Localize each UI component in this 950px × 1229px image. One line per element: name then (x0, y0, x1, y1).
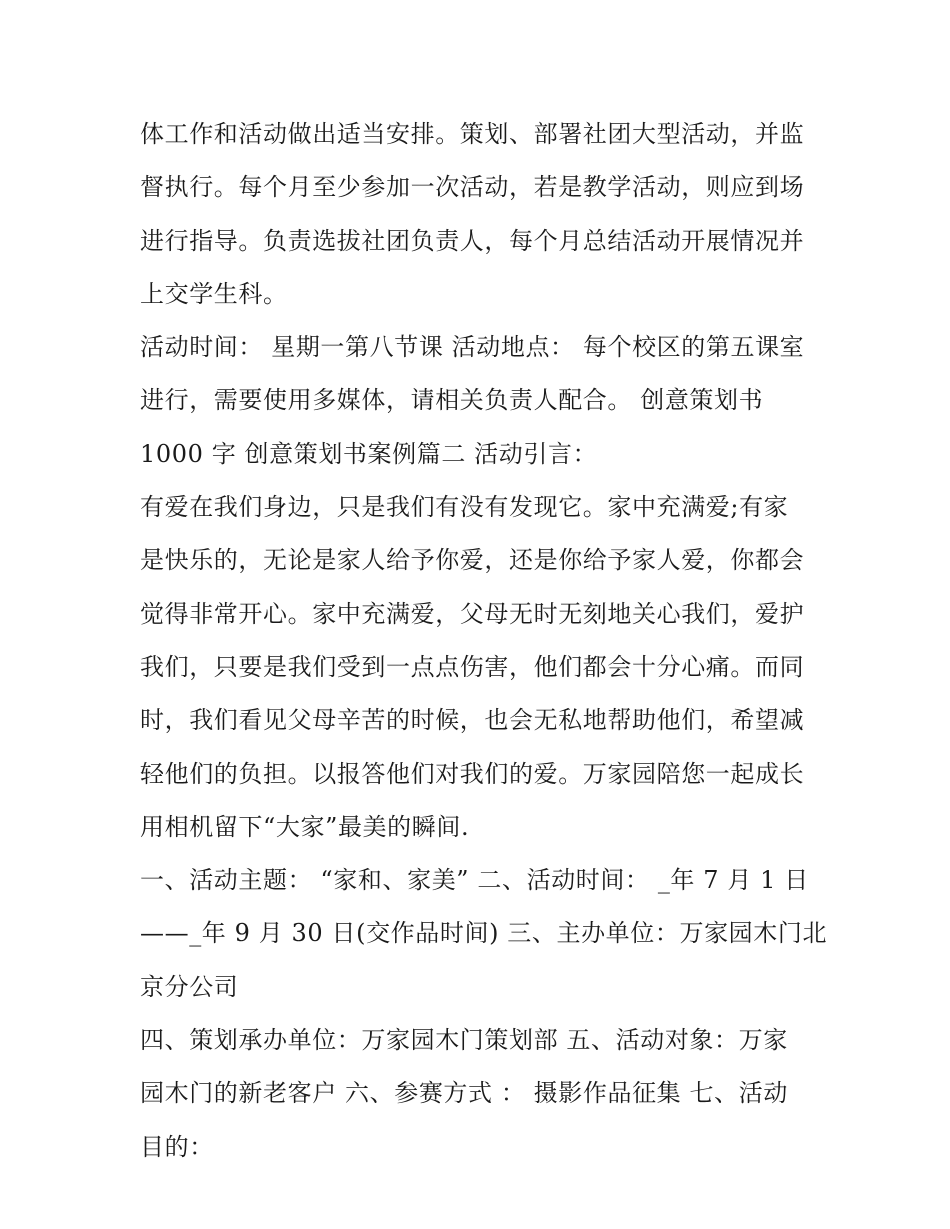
text-line: 一、活动主题： “家和、家美” 二、活动时间： _年 7 月 1 日 (140, 866, 809, 895)
text-line: 1000 字 创意策划书案例篇二 活动引言： (140, 439, 598, 468)
text-line: 时，我们看见父母辛苦的时候，也会无私地帮助他们，希望减 (140, 706, 805, 735)
text-line: 目的： (140, 1132, 214, 1161)
text-line: 体工作和活动做出适当安排。策划、部署社团大型活动，并监 (140, 120, 805, 148)
text-line: 有爱在我们身边，只是我们有没有发现它。家中充满爱;有家 (140, 493, 789, 522)
text-line: 用相机留下“大家”最美的瞬间. (140, 812, 470, 841)
text-line: 进行，需要使用多媒体，请相关负责人配合。 创意策划书 (140, 386, 764, 415)
text-line: 上交学生科。 (140, 279, 288, 308)
text-line: 京分公司 (140, 972, 239, 1001)
text-line: 园木门的新老客户 六、参赛方式 ： 摄影作品征集 七、活动 (140, 1079, 788, 1108)
text-line: 是快乐的，无论是家人给予你爱，还是你给予家人爱，你都会 (140, 546, 805, 575)
text-line: ——_年 9 月 30 日(交作品时间) 三、主办单位：万家园木门北 (140, 919, 828, 948)
text-line: 觉得非常开心。家中充满爱，父母无时无刻地关心我们，爱护 (140, 599, 805, 628)
text-line: 活动时间： 星期一第八节课 活动地点： 每个校区的第五课室 (140, 333, 805, 362)
text-line: 进行指导。负责选拔社团负责人，每个月总结活动开展情况并 (140, 226, 805, 255)
text-line: 轻他们的负担。以报答他们对我们的爱。万家园陪您一起成长 (140, 759, 805, 788)
document-body (140, 108, 828, 1174)
text-line: 四、策划承办单位：万家园木门策划部 五、活动对象：万家 (140, 1026, 788, 1055)
text-line: 我们，只要是我们受到一点点伤害，他们都会十分心痛。而同 (140, 652, 805, 681)
text-line: 督执行。每个月至少参加一次活动，若是教学活动，则应到场 (140, 173, 805, 202)
